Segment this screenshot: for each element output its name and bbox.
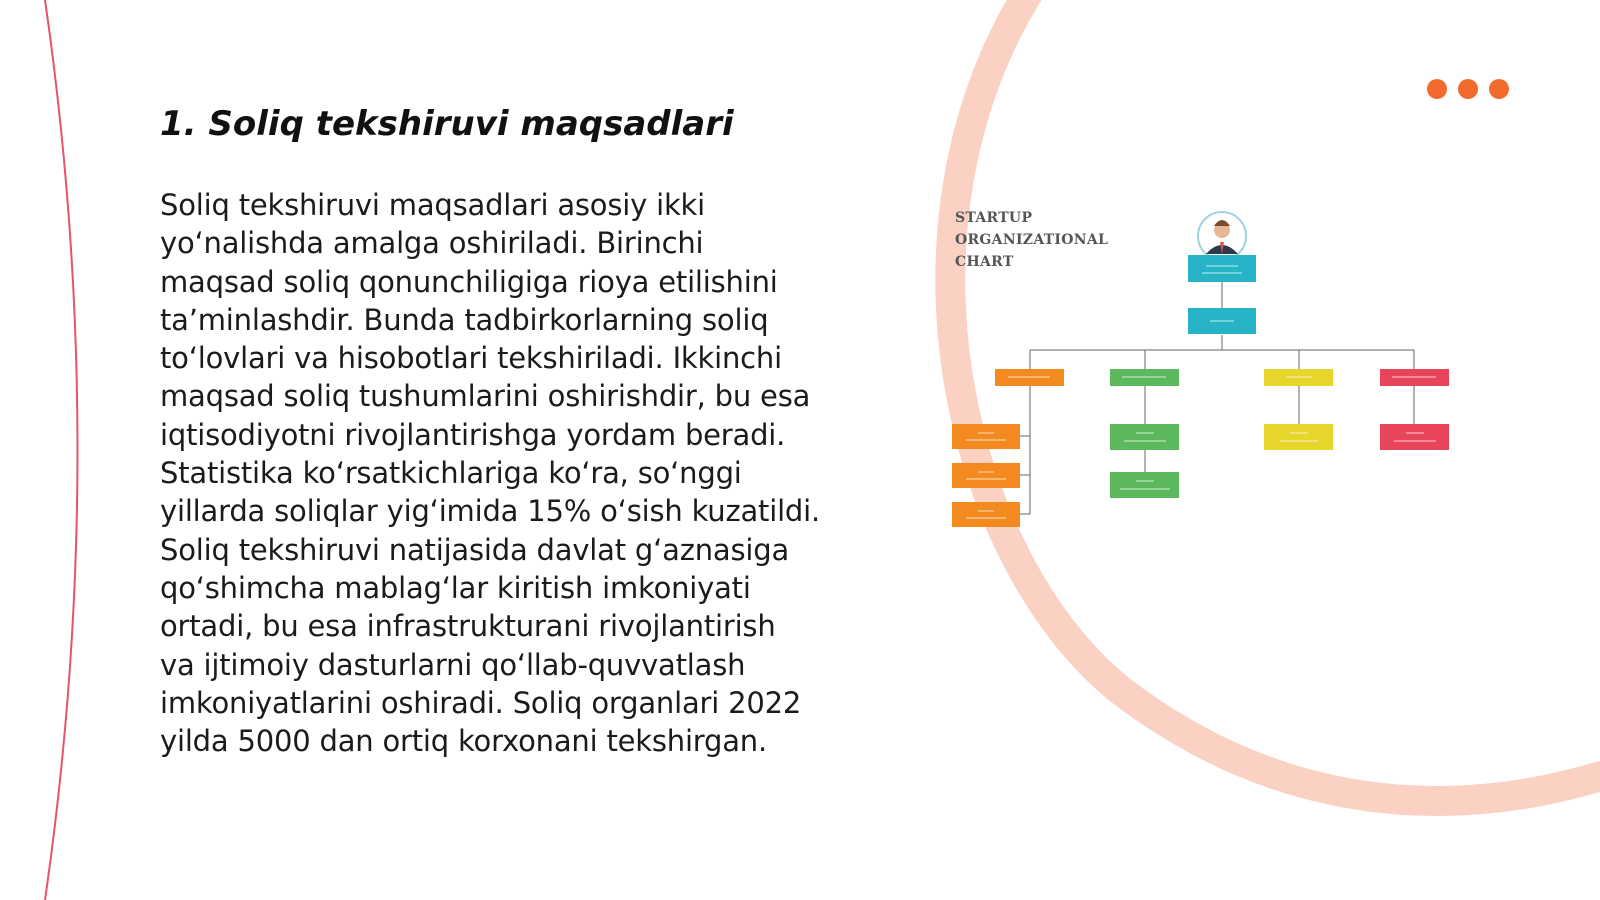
org-chart-image <box>945 210 1465 530</box>
slide-title: 1. Soliq tekshiruvi maqsadlari <box>160 104 734 144</box>
org-box-ceo <box>1188 255 1256 282</box>
body-paragraph <box>160 186 840 760</box>
dot-2 <box>1458 79 1478 99</box>
paragraph-line: maqsad soliq qonunchiligiga rioya etilishini <box>160 264 778 299</box>
paragraph-line: to‘lovlari va hisobotlari tekshiriladi. Ikkinchi <box>160 341 782 376</box>
paragraph-line: ortadi, bu esa infrastrukturani rivojlantirish <box>160 609 776 644</box>
paragraph-line: yo‘nalishda amalga oshiriladi. Birinchi <box>160 226 704 261</box>
org-chart-title-line: CHART <box>955 254 1014 270</box>
paragraph-line: qo‘shimcha mablag‘lar kiritish imkoniyati <box>160 570 751 605</box>
dot-1 <box>1427 79 1447 99</box>
paragraph-line: iqtisodiyotni rivojlantirishga yordam beradi. <box>160 417 786 452</box>
paragraph-line: ta’minlashdir. Bunda tadbirkorlarning soliq <box>160 302 769 337</box>
org-box-red-1 <box>1380 424 1449 450</box>
paragraph-line: imkoniyatlarini oshiradi. Soliq organlari 2022 <box>160 685 802 720</box>
paragraph-line: Statistika ko‘rsatkichlariga ko‘ra, so‘nggi <box>160 456 742 491</box>
org-box-orange-3 <box>952 502 1020 527</box>
paragraph-line: yillarda soliqlar yig‘imida 15% o‘sish kuzatildi. <box>160 494 821 529</box>
decorative-dots <box>1427 79 1509 99</box>
org-box-yellow-1 <box>1264 424 1333 450</box>
paragraph-line: Soliq tekshiruvi natijasida davlat g‘aznasiga <box>160 532 790 567</box>
paragraph-line: va ijtimoiy dasturlarni qo‘llab-quvvatlash <box>160 647 746 682</box>
dot-3 <box>1489 79 1509 99</box>
paragraph-line: maqsad soliq tushumlarini oshirishdir, bu esa <box>160 379 811 414</box>
paragraph-line: yilda 5000 dan ortiq korxonani tekshirgan. <box>160 724 768 759</box>
tiny-box-lettering <box>966 266 1436 518</box>
paragraph-line: Soliq tekshiruvi maqsadlari asosiy ikki <box>160 188 705 222</box>
org-box-green-1 <box>1110 424 1179 450</box>
org-box-orange-2 <box>952 463 1020 488</box>
org-box-orange-1 <box>952 424 1020 449</box>
org-chart-title-line: ORGANIZATIONAL <box>955 232 1109 248</box>
left-edge-curve <box>45 0 78 900</box>
org-box-green-2 <box>1110 472 1179 498</box>
ceo-avatar-icon <box>1198 212 1246 260</box>
org-chart-title-line: STARTUP <box>955 210 1033 226</box>
